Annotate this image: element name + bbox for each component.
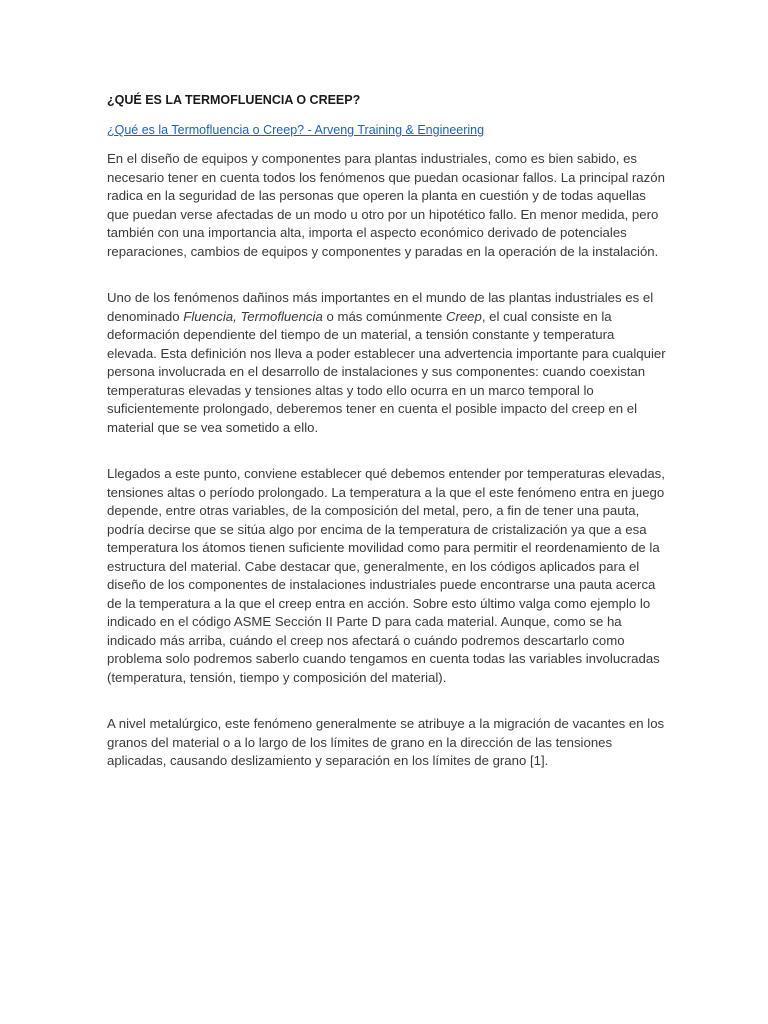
paragraph-metallurgy: A nivel metalúrgico, este fenómeno generalmente se atribuye a la migración de vacantes en los granos del material o a lo largo de los límites de grano en la dirección de las tensiones aplicadas, causando deslizamiento y separación en los límites de grano [1]. [107, 716, 665, 768]
paragraph-intro: En el diseño de equipos y componentes para plantas industriales, como es bien sabido, es necesario tener en cuenta todos los fenómenos que puedan ocasionar fallos. La principal razón radica en la seguridad de las personas que operen la planta en cuestión y de todas aquellas que puedan verse afectadas de un modo u otro por un hipotético fallo. En menor medida, pero también con una importancia alta, importa el aspecto económico derivado de potenciales reparaciones, cambios de equipos y componentes y paradas en la operación de la instalación. [107, 151, 665, 259]
source-article-link[interactable]: ¿Qué es la Termofluencia o Creep? - Arveng Training & Engineering [107, 123, 485, 137]
document-page [107, 92, 667, 799]
paragraph-definition-italic-1: Fluencia, Termofluencia [183, 308, 323, 324]
document-heading: ¿QUÉ ES LA TERMOFLUENCIA O CREEP? [107, 93, 361, 107]
paragraph-temperature: Llegados a este punto, conviene establecer qué debemos entender por temperaturas elevadas, tensiones altas o período prolongado. La temperatura a la que el este fenómeno entra en juego depende, entre otras variables, de la composición del metal, pero, a fin de tener una pauta, podría decirse que se sitúa algo por encima de la temperatura de cristalización ya que a esa temperatura los átomos tienen suficiente movilidad como para permitir el reordenamiento de la estructura del material. Cabe destacar que, generalmente, en los códigos aplicados para el diseño de los componentes de instalaciones industriales puede encontrarse una pauta acerca de la temperatura a la que el creep entra en acción. Sobre esto último valga como ejemplo lo indicado en el código ASME Sección II Parte D para cada material. Aunque, como se ha indicado más arriba, cuándo el creep nos afectará o cuándo podremos descartarlo como problema solo podremos saberlo cuando tengamos en cuenta todas las variables involucradas (temperatura, tensión, tiempo y composición del material). [107, 466, 665, 685]
paragraph-definition-text-2: o más comúnmente [322, 308, 446, 324]
paragraph-definition-text-3: , el cual consiste en la deformación dependiente del tiempo de un material, a tensión constante y temperatura elevada. Esta definición nos lleva a poder establecer una advertencia importante para cualquier persona involucrada en el desarrollo de instalaciones y sus componentes: cuando coexistan temperaturas elevadas y tensiones altas y todo ello ocurra en un marco temporal lo suficientemente prolongado, deberemos tener en cuenta el posible impacto del creep en el material que se vea sometido a ello. [107, 308, 666, 435]
paragraph-definition-text-1: Uno de los fenómenos dañinos más importantes en el mundo de las plantas industriales es el denominado [107, 290, 654, 324]
paragraph-definition-italic-2: Creep [445, 308, 482, 324]
paragraph-definition [107, 289, 667, 437]
